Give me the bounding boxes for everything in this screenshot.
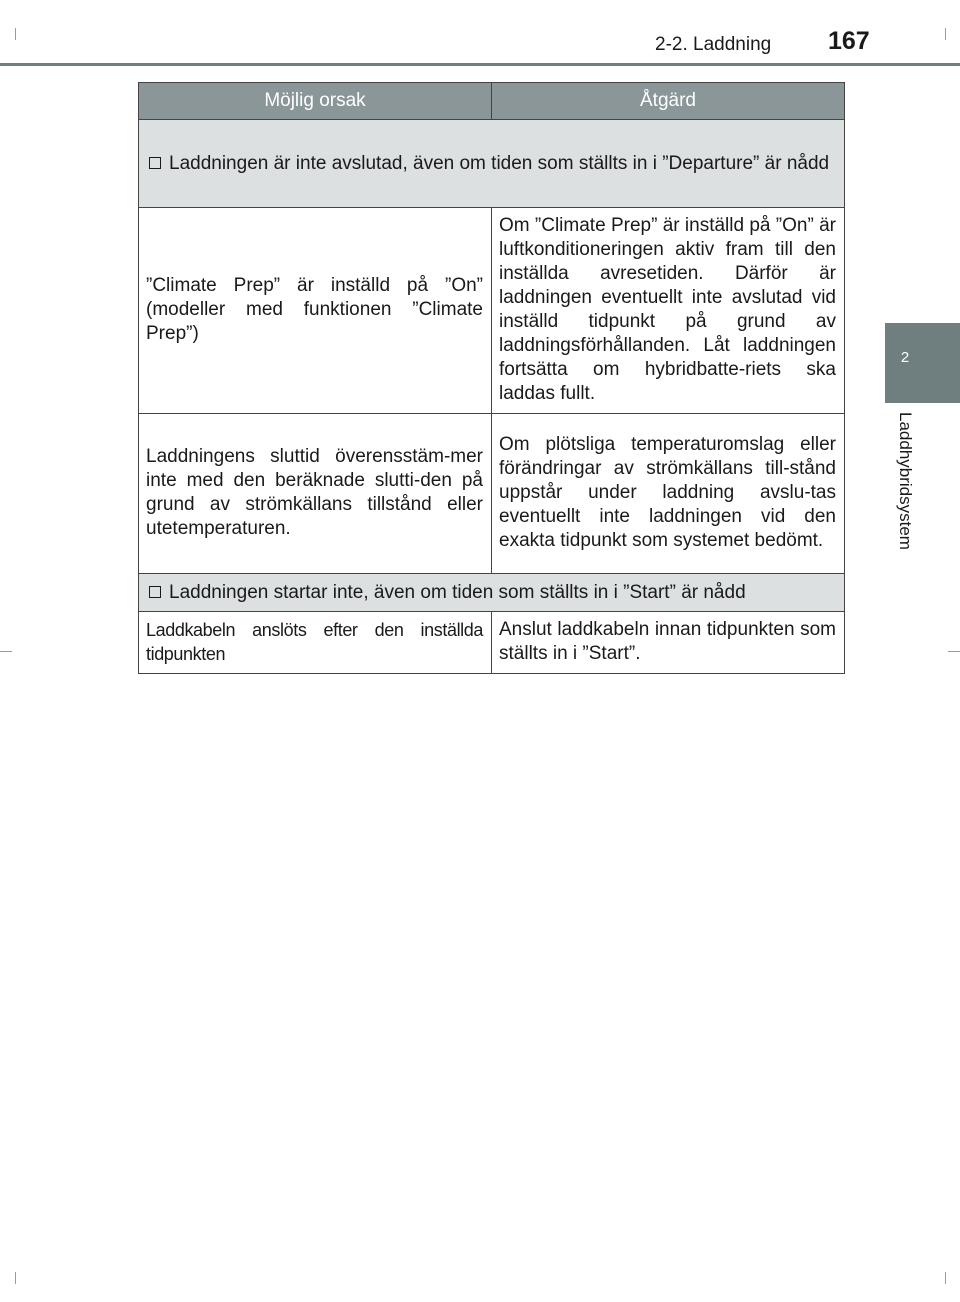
chapter-label: Laddhybridsystem xyxy=(896,412,915,550)
troubleshooting-table xyxy=(138,82,845,674)
table-row xyxy=(139,414,845,574)
page-number: 167 xyxy=(828,27,870,55)
section-title: 2-2. Laddning xyxy=(655,34,772,55)
crop-mark xyxy=(0,651,12,652)
page-header xyxy=(0,0,960,66)
chapter-number: 2 xyxy=(900,349,910,366)
chapter-tab xyxy=(885,323,960,403)
table-row xyxy=(139,612,845,674)
crop-mark xyxy=(945,1272,946,1284)
table-header-row xyxy=(139,83,845,120)
subheading-text: Laddningen startar inte, även om tiden som ställts in i ”Start” är nådd xyxy=(169,581,746,603)
subheading-text: Laddningen är inte avslutad, även om tiden som ställts in i ”Departure” är nådd xyxy=(169,152,830,174)
cause-cell: ”Climate Prep” är inställd på ”On” (modeller med funktionen ”Climate Prep”) xyxy=(139,208,492,414)
table-row xyxy=(139,208,845,414)
checkbox-icon xyxy=(149,157,161,169)
action-cell: Anslut laddkabeln innan tidpunkten som ställts in i ”Start”. xyxy=(492,612,845,674)
crop-mark xyxy=(948,651,960,652)
column-header-cause: Möjlig orsak xyxy=(139,83,492,120)
checkbox-icon xyxy=(149,586,161,598)
action-cell: Om ”Climate Prep” är inställd på ”On” är luftkonditioneringen aktiv fram till den inställda avresetiden. Därför är laddningen eventuellt inte avslutad vid inställd tidpunkt på grund av laddningsförhållanden. Låt laddningen fortsätta om hybridbatte-riets ska laddas fullt. xyxy=(492,208,845,414)
cause-cell: Laddkabeln anslöts efter den inställda tidpunkten xyxy=(139,612,492,674)
crop-mark xyxy=(15,1272,16,1284)
table-subheading-row xyxy=(139,120,845,208)
cause-cell: Laddningens sluttid överensstäm-mer inte med den beräknade slutti-den på grund av strömkällans tillstånd eller utetemperaturen. xyxy=(139,414,492,574)
header-rule xyxy=(0,63,960,66)
table-subheading-row xyxy=(139,574,845,612)
action-cell: Om plötsliga temperaturomslag eller förändringar av strömkällans till-stånd uppstår under laddning avslu-tas eventuellt inte laddningen vid den exakta tidpunkt som systemet bedömt. xyxy=(492,414,845,574)
column-header-action: Åtgärd xyxy=(492,83,845,120)
